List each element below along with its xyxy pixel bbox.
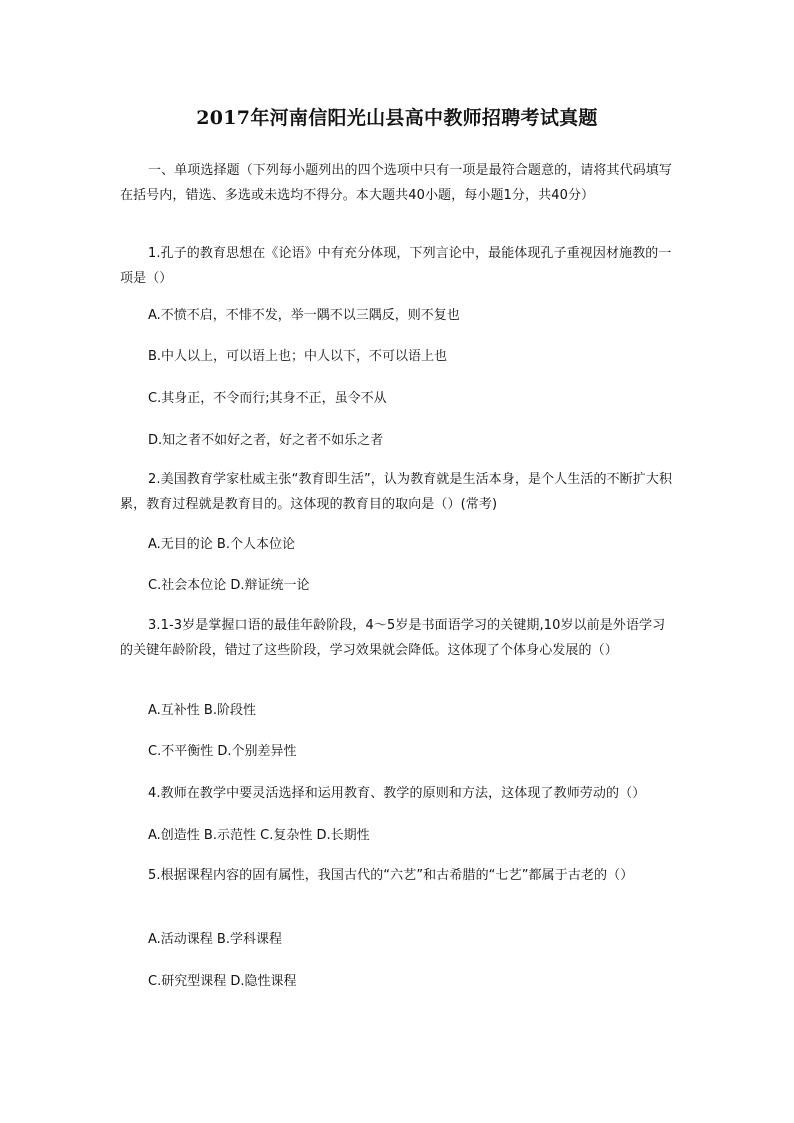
question-3-option-cd: C.不平衡性 D.个别差异性 — [148, 744, 297, 759]
question-1-stem: 1.孔子的教育思想在《论语》中有充分体现，下列言论中，最能体现孔子重视因材施教的一项是（） — [120, 246, 672, 286]
question-5-option-cd: C.研究型课程 D.隐性课程 — [148, 974, 297, 989]
question-4-options: A.创造性 B.示范性 C.复杂性 D.长期性 — [148, 828, 370, 843]
question-3-option-ab: A.互补性 B.阶段性 — [148, 703, 256, 718]
question-2-option-ab: A.无目的论 B.个人本位论 — [148, 537, 295, 552]
question-2-stem: 2.美国教育学家杜威主张“教育即生活”，认为教育就是生活本身，是个人生活的不断扩大积累，教育过程就是教育目的。这体现的教育目的取向是（）(常考) — [120, 472, 673, 512]
page-title: 2017年河南信阳光山县高中教师招聘考试真题 — [196, 107, 598, 129]
question-1-option-a: A.不愤不启，不悱不发，举一隅不以三隅反，则不复也 — [148, 308, 460, 323]
question-2-option-cd: C.社会本位论 D.辩证统一论 — [148, 578, 310, 593]
question-3-stem: 3.1-3岁是掌握口语的最佳年龄阶段，4～5岁是书面语学习的关键期,10岁以前是外语学习的关键年龄阶段，错过了这些阶段，学习效果就会降低。这体现了个体身心发展的（） — [120, 618, 666, 658]
question-5-option-ab: A.活动课程 B.学科课程 — [148, 932, 282, 947]
question-1-option-b: B.中人以上，可以语上也；中人以下，不可以语上也 — [148, 349, 448, 364]
section-heading: 一、单项选择题（下列每小题列出的四个选项中只有一项是最符合题意的，请将其代码填写在括号内，错选、多选或未选均不得分。本大题共40小题，每小题1分，共40分） — [120, 163, 673, 203]
question-1-option-d: D.知之者不如好之者，好之者不如乐之者 — [148, 433, 384, 448]
question-4-stem: 4.教师在教学中要灵活选择和运用教育、教学的原则和方法，这体现了教师劳动的（） — [148, 786, 646, 801]
question-1-option-c: C.其身正，不令而行;其身不正，虽令不从 — [148, 391, 387, 406]
question-5-stem: 5.根据课程内容的固有属性，我国古代的“六艺”和古希腊的“七艺”都属于古老的（） — [148, 868, 634, 883]
